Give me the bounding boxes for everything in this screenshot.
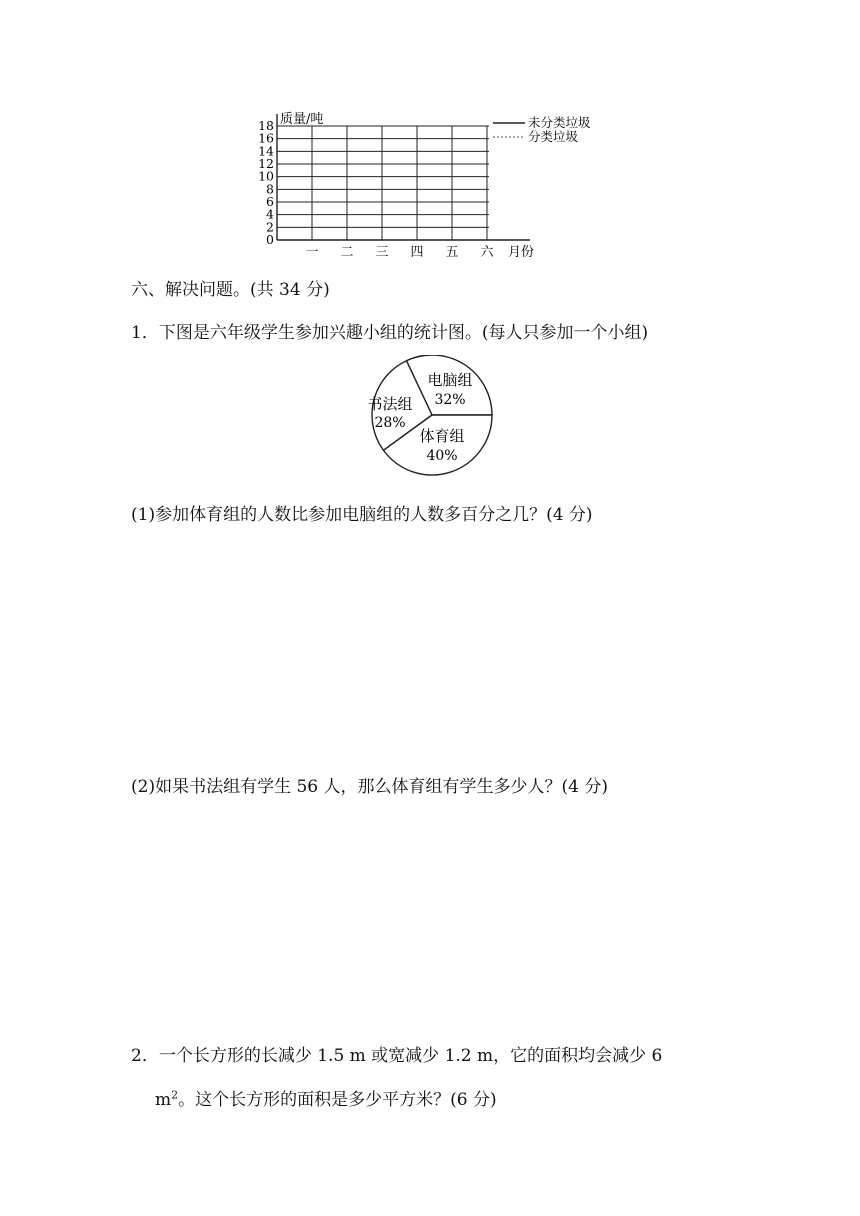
question-2-line-2 — [155, 1085, 497, 1110]
section-heading: 六、解决问题。(共 34 分) — [131, 280, 330, 300]
question-2-text: 。这个长方形的面积是多少平方米？(6 分) — [178, 1090, 497, 1110]
pie-slice-percent: 32% — [434, 392, 466, 408]
x-tick-label: 五 — [445, 245, 459, 260]
y-axis-label: 质量/吨 — [280, 112, 324, 127]
y-tick-label: 2 — [266, 219, 274, 235]
pie-slice-percent: 40% — [426, 448, 458, 464]
question-1-part-2: (2)如果书法组有学生 56 人，那么体育组有学生多少人？(4 分) — [131, 777, 609, 797]
y-tick-label: 6 — [266, 194, 274, 209]
y-tick-label: 10 — [258, 168, 274, 184]
x-axis-label: 月份 — [508, 245, 535, 260]
x-ticks — [305, 245, 494, 260]
pie-slice-name: 体育组 — [419, 427, 465, 445]
legend-label-sorted: 分类垃圾 — [528, 129, 579, 144]
x-tick-label: 三 — [375, 245, 389, 260]
y-tick-label: 12 — [258, 156, 274, 171]
unit-m: m — [155, 1090, 172, 1110]
x-tick-label: 二 — [340, 245, 354, 260]
y-tick-label: 4 — [266, 206, 274, 222]
y-tick-label: 16 — [258, 130, 274, 146]
y-tick-label: 0 — [266, 232, 274, 247]
pie-slice-percent: 28% — [374, 415, 406, 431]
question-2-line-1: 2．一个长方形的长减少 1.5 m 或宽减少 1.2 m，它的面积均会减少 6 — [131, 1046, 663, 1066]
y-tick-label: 14 — [258, 143, 274, 159]
line-chart — [0, 0, 860, 270]
chart-legend — [493, 115, 591, 144]
chart-grid — [277, 114, 530, 240]
legend-label-unsorted: 未分类垃圾 — [528, 115, 591, 130]
y-tick-label: 18 — [258, 118, 274, 133]
pie-slice-name: 书法组 — [367, 395, 413, 413]
y-ticks — [258, 118, 274, 247]
pie-slice-name: 电脑组 — [427, 371, 473, 389]
unit-superscript: 2 — [171, 1088, 179, 1102]
x-tick-label: 一 — [305, 245, 319, 260]
y-tick-label: 8 — [266, 181, 274, 197]
x-tick-label: 四 — [410, 245, 424, 260]
question-1-part-1: (1)参加体育组的人数比参加电脑组的人数多百分之几？(4 分) — [131, 505, 593, 525]
pie-chart — [360, 355, 520, 485]
x-tick-label: 六 — [480, 245, 494, 260]
question-1-stem: 1．下图是六年级学生参加兴趣小组的统计图。(每人只参加一个小组) — [131, 323, 649, 343]
